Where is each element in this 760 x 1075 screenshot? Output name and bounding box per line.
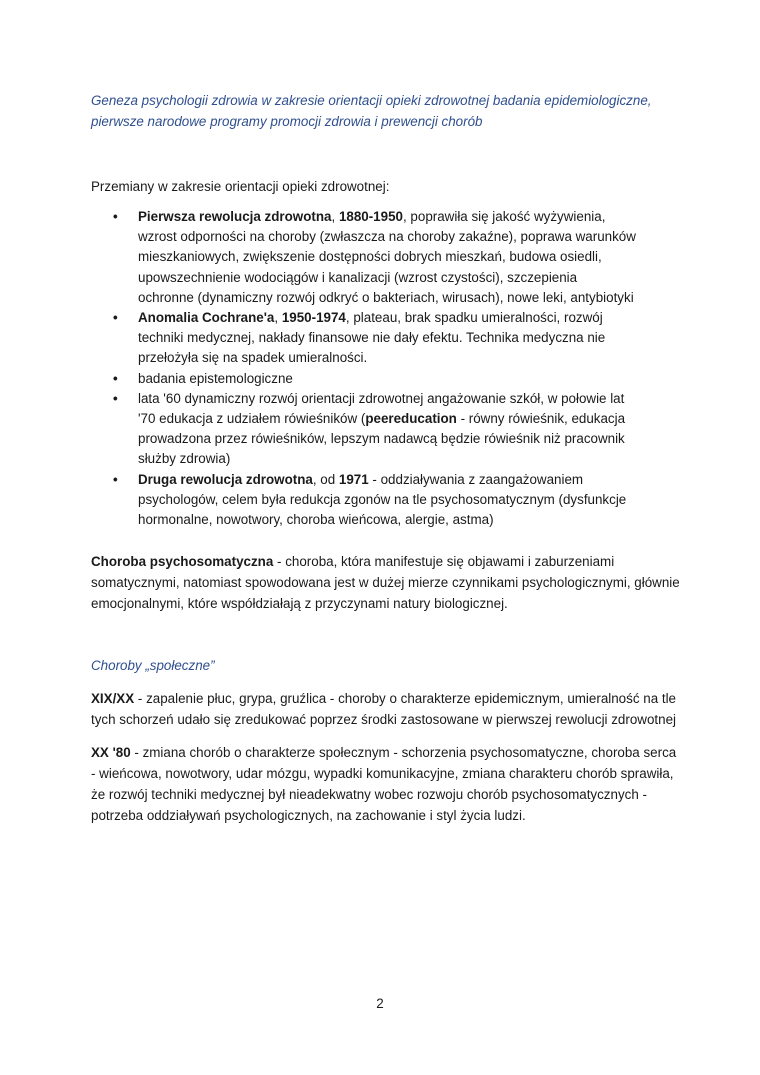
bullet-list	[91, 207, 636, 530]
list-item	[91, 207, 636, 308]
psychosomatic-definition	[91, 551, 681, 614]
era-paragraph-1	[91, 688, 681, 730]
intro-paragraph: Przemiany w zakresie orientacji opieki zdrowotnej:	[91, 179, 390, 194]
bullet-text: , plateau, brak spadku umieralności, rozwój techniki medycznej, nakłady finansowe nie dały efektu. Technika medyczna nie przełożyła się na spadek umieralności.	[138, 310, 606, 366]
bullet-term: Pierwsza rewolucja zdrowotna	[138, 209, 332, 224]
list-item	[91, 308, 636, 369]
era-text: - zmiana chorób o charakterze społecznym - schorzenia psychosomatyczne, choroba serca - wieńcowa, nowotwory, udar mózgu, wypadki komunikacyjne, zmiana charakteru chorób sprawiła, że rozwój techniki medycznej był nieadekwatny wobec rozwoju chorób psychosomatycznych - potrzeba oddziaływań psychologicznych, na zachowanie i styl życia ludzi.	[91, 745, 677, 823]
bullet-text: lata '60 dynamiczny rozwój orientacji zdrowotnej angażowanie szkół, w połowie lat '70 edukacja z udziałem rówieśników (	[138, 390, 625, 427]
bullet-text: badania epistemologiczne	[138, 370, 293, 386]
bullet-text: , od	[312, 471, 339, 487]
definition-text: - choroba, która manifestuje się objawami i zaburzeniami somatycznymi, natomiast spowodowana jest w dużej mierze czynnikami psychologicznymi, głównie emocjonalnymi, które współdziałają z przyczynami natury biologicznej.	[91, 554, 680, 611]
bullet-term: Druga rewolucja zdrowotna	[138, 471, 313, 487]
bullet-term: Anomalia Cochrane'a	[138, 310, 275, 326]
social-diseases-heading: Choroby „społeczne”	[91, 658, 215, 673]
bullet-text: - równy rówieśnik, edukacja prowadzona przez rówieśników, lepszym nadawcą będzie rówieśnik niż pracownik służby zdrowia)	[138, 411, 626, 467]
list-item	[91, 369, 636, 389]
definition-term: Choroba psychosomatyczna	[91, 554, 274, 569]
bullet-term: peereducation	[365, 411, 457, 427]
bullet-text: , poprawiła się jakość wyżywienia, wzrost odporności na choroby (zwłaszcza na choroby zakaźne), poprawa warunków mieszkaniowych, zwiększenie dostępności dobrych mieszkań, budowa osiedli, upowszechnienie wodociągów i kanalizacji (wzrost czystości), szczepienia ochronne (dynamiczny rozwój odkryć o bakteriach, wirusach), nowe leki, antybiotyki	[138, 209, 636, 305]
heading-line-1: Geneza psychologii zdrowia w zakresie orientacji opieki zdrowotnej badania epidemiologiczne,	[91, 93, 652, 108]
bullet-separator: ,	[331, 209, 339, 224]
era-label: XIX/XX	[91, 691, 135, 706]
heading-line-2: pierwsze narodowe programy promocji zdrowia i prewencji chorób	[91, 114, 483, 129]
section-heading	[91, 90, 681, 132]
bullet-years: 1950-1974	[281, 310, 346, 326]
era-label: XX '80	[91, 745, 131, 760]
list-item	[91, 389, 636, 470]
list-item	[91, 470, 636, 531]
bullet-text: - oddziaływania z zaangażowaniem psychologów, celem była redukcja zgonów na tle psychosomatycznym (dysfunkcje hormonalne, nowotwory, choroba wieńcowa, alergie, astma)	[138, 471, 627, 528]
era-paragraph-2	[91, 742, 681, 826]
page-number: 2	[376, 996, 384, 1011]
era-text: - zapalenie płuc, grypa, gruźlica - choroby o charakterze epidemicznym, umieralność na tle tych schorzeń udało się zredukować poprzez środki zastosowane w pierwszej rewolucji zdrowotnej	[91, 691, 677, 727]
bullet-years: 1880-1950	[338, 209, 403, 224]
bullet-separator: ,	[274, 310, 282, 326]
bullet-years: 1971	[338, 471, 369, 487]
